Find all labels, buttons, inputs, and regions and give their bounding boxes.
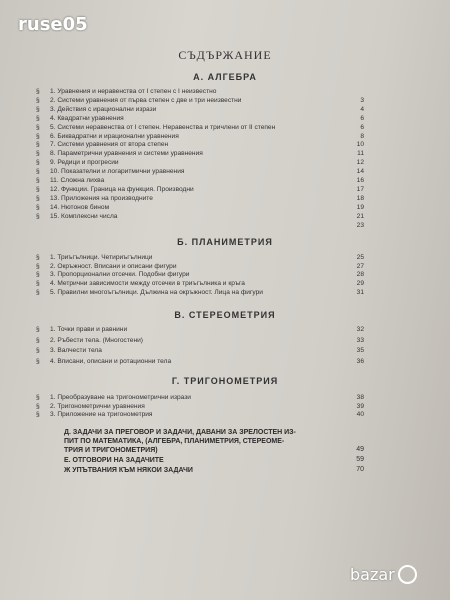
toc-entry [36, 212, 364, 221]
page-number: 12 [356, 159, 364, 167]
toc-entry [36, 203, 364, 212]
entry-title: 3. Пропорционални отсечки. Подобни фигури [50, 271, 190, 279]
section-sign: § [36, 271, 40, 279]
section-stereometry: В. СТЕРЕОМЕТРИЯ [174, 310, 276, 320]
page-number: 11 [357, 150, 364, 158]
toc-entry [36, 105, 364, 114]
page-number: 14 [356, 168, 364, 176]
section-d-line2: ПИТ ПО МАТЕМАТИКА, (АЛГЕБРА, ПЛАНИМЕТРИЯ, СТЕРЕОМЕ- [64, 438, 285, 445]
section-sign: § [36, 141, 40, 149]
page-number: 6 [360, 114, 364, 122]
page-number: 36 [356, 357, 364, 365]
entry-title [50, 221, 348, 230]
page-number: 31 [356, 288, 364, 296]
section-d-line1: Д. ЗАДАЧИ ЗА ПРЕГОВОР И ЗАДАЧИ, ДАВАНИ ЗА ЗРЕЛОСТЕН ИЗ- [64, 429, 296, 436]
toc-entry [36, 185, 364, 194]
page-number: 38 [356, 394, 364, 401]
entry-title: 9. Редици и прогресии [50, 159, 119, 167]
entry-title: 3. Действия с ирационални изрази [50, 105, 157, 113]
entry-title: 6. Биквадратни и ирационални уравнения [50, 132, 179, 140]
page-number: 21 [356, 212, 364, 220]
section-sign: § [36, 357, 40, 365]
section-algebra: А. АЛГЕБРА [193, 72, 257, 82]
section-sign: § [36, 411, 40, 418]
entry-title: 2. Окръжност. Вписани и описани фигури [50, 262, 177, 270]
toc-entry [36, 221, 364, 230]
section-sign: § [36, 326, 40, 333]
section-sign: § [36, 114, 40, 122]
toc-entry [36, 167, 364, 176]
section-sign: § [36, 159, 40, 167]
toc-entry [36, 194, 364, 203]
page-number: 16 [356, 177, 364, 184]
section-d-line3: ТРИЯ И ТРИГОНОМЕТРИЯ) [64, 447, 158, 454]
section-e: Е. ОТГОВОРИ НА ЗАДАЧИТЕ [64, 457, 164, 464]
entry-title: 1. Триъгълници. Четириъгълници [50, 254, 153, 261]
page-number: 4 [360, 105, 364, 113]
toc-entry [36, 87, 364, 96]
entry-title: 7. Системи уравнения от втора степен [50, 141, 169, 149]
toc-entry [36, 132, 364, 141]
section-sign [36, 221, 50, 230]
page-number: 39 [356, 402, 364, 410]
section-sign: § [36, 177, 40, 184]
section-sign: § [36, 185, 40, 193]
page-number: 33 [356, 336, 364, 344]
section-planimetry: Б. ПЛАНИМЕТРИЯ [177, 237, 273, 247]
section-sign: § [36, 194, 40, 202]
toc-entry [36, 270, 364, 279]
entry-title: 5. Системи неравенства от I степен. Неравенства и тричлени от II степен [50, 123, 276, 131]
section-sign: § [36, 212, 40, 220]
page-number: 18 [356, 194, 364, 202]
page-number: 35 [356, 347, 364, 354]
section-sign: § [36, 336, 40, 344]
page-number [348, 87, 364, 96]
entry-title: 13. Приложения на производните [50, 194, 153, 202]
section-sign: § [36, 203, 40, 211]
watermark: ruse05 [18, 14, 88, 35]
entry-title: 2. Тригонометрични уравнения [50, 402, 145, 410]
toc-entry [36, 279, 364, 288]
page-number: 40 [356, 411, 364, 418]
section-sign: § [36, 262, 40, 270]
page-number: 3 [360, 96, 364, 104]
section-e-page: 59 [356, 456, 364, 463]
entry-title: 11. Сложна лихва [50, 177, 105, 184]
section-sign: § [36, 254, 40, 261]
section-sign: § [36, 402, 40, 410]
toc-entry [36, 96, 364, 105]
toc-entry [36, 336, 364, 345]
toc-entry [36, 288, 364, 297]
toc-entry [36, 346, 364, 355]
toc-entry [36, 410, 364, 419]
entry-title: 10. Показателни и логаритмични уравнения [50, 168, 185, 176]
entry-title: 1. Преобразуване на тригонометрични изрази [50, 394, 191, 401]
toc-entry [36, 123, 364, 132]
section-d-page: 49 [356, 446, 364, 453]
section-sign: § [36, 88, 40, 95]
page-number: 19 [356, 203, 364, 211]
page-number: 28 [356, 271, 364, 279]
toc-entry [36, 253, 364, 262]
entry-title: 4. Вписани, описани и ротационни тела [50, 357, 172, 365]
entry-title: 12. Функции. Граница на функция. Производни [50, 185, 194, 193]
section-sign: § [36, 132, 40, 140]
page-number: 10 [356, 141, 364, 149]
page-number: 25 [356, 254, 364, 261]
page-number: 27 [356, 262, 364, 270]
toc-entry [36, 325, 364, 334]
section-sign: § [36, 280, 40, 288]
toc-entry [36, 149, 364, 158]
toc-entry [36, 262, 364, 271]
section-sign: § [36, 168, 40, 176]
toc-entry [36, 357, 364, 366]
section-sign: § [36, 150, 40, 158]
entry-title: 4. Метрични зависимости между отсечки в триъгълника и кръга [50, 280, 245, 288]
section-sign: § [36, 105, 40, 113]
entry-title: 8. Параметрични уравнения и системи уравнения [50, 150, 203, 158]
section-sign: § [36, 123, 40, 131]
entry-title: 2. Ръбести тела. (Многостени) [50, 336, 143, 344]
toc-entry [36, 176, 364, 185]
entry-title: 3. Приложение на тригонометрия [50, 411, 153, 418]
section-sign: § [36, 96, 40, 104]
section-sign: § [36, 347, 40, 354]
entry-title: 14. Нютонов бином [50, 203, 110, 211]
entry-title: 1. Уравнения и неравенства от I степен с I неизвестно [50, 88, 217, 95]
page-number: 6 [360, 123, 364, 131]
section-trigonometry: Г. ТРИГОНОМЕТРИЯ [171, 376, 279, 386]
section-sign: § [36, 394, 40, 401]
page-number: 32 [356, 326, 364, 333]
entry-title: 4. Квадратни уравнения [50, 114, 124, 122]
bazar-logo: bazar [350, 565, 417, 584]
page-title: СЪДЪРЖАНИЕ [178, 48, 272, 62]
section-zh-page: 70 [356, 466, 364, 473]
logo-circle-icon [398, 565, 417, 584]
toc-entry [36, 140, 364, 149]
page-number: 23 [356, 221, 364, 229]
section-sign: § [36, 288, 40, 296]
page-number: 17 [356, 185, 364, 193]
entry-title: 3. Валчести тела [50, 347, 102, 354]
page-number: 8 [360, 132, 364, 140]
entry-title: 2. Системи уравнения от първа степен с две и три неизвестни [50, 96, 242, 104]
page-number: 29 [356, 280, 364, 288]
entry-title: 1. Точки прави и равнини [50, 326, 128, 333]
entry-title: 15. Комплексни числа [50, 212, 118, 220]
section-zh: Ж УПЪТВАНИЯ КЪМ НЯКОИ ЗАДАЧИ [64, 467, 193, 474]
entry-title: 5. Правилни многоъгълници. Дължина на окръжност. Лица на фигури [50, 288, 263, 296]
toc-entry [36, 114, 364, 123]
toc-entry [36, 158, 364, 167]
